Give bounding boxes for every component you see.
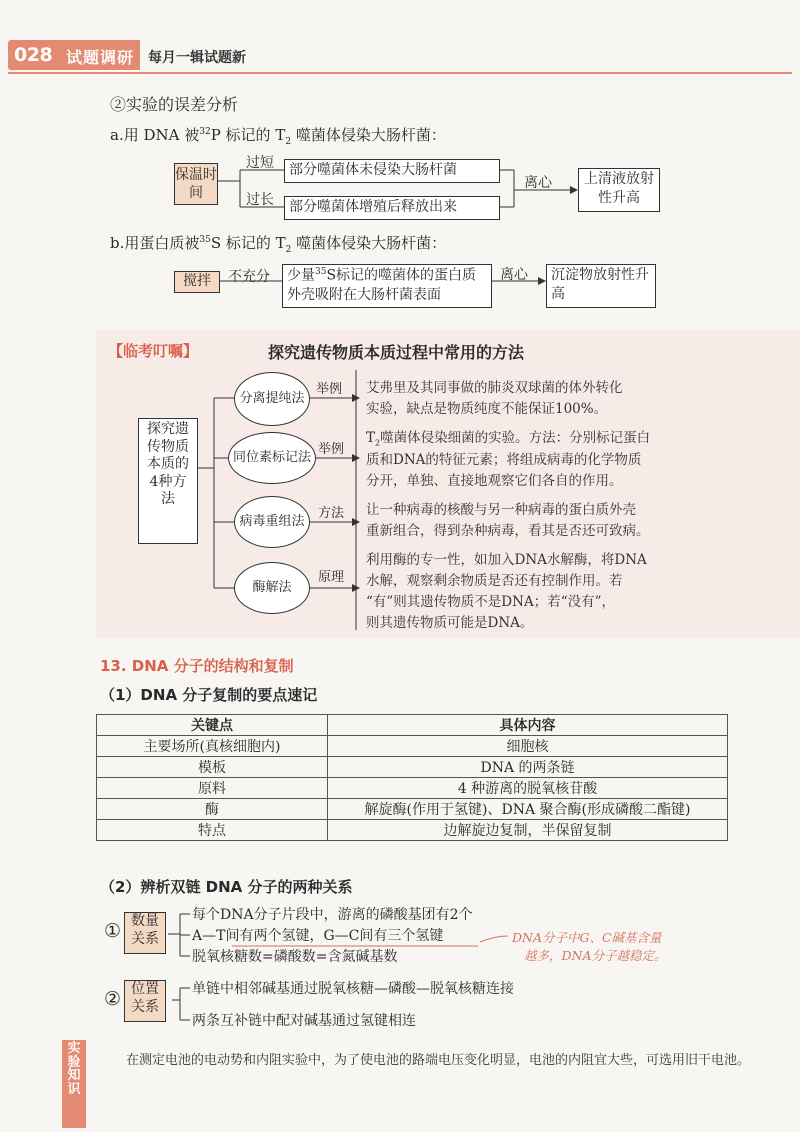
stirring-result-box: 少量$^{35}$S标记的噬菌体的蛋白质外壳吸附在大肠杆菌表面 — [282, 264, 492, 308]
table-cell: 模板 — [97, 757, 328, 778]
rel-label-1: 举例 — [318, 442, 345, 457]
method-desc-3: 利用酶的专一性，如加入DNA水解酶，将DNA 水解，观察剩余物质是否还有控制作用。若 “有”则其遗传物质不是DNA；若“没有”， 则其遗传物质可能是DNA。 — [366, 552, 647, 631]
rel-label-2: 方法 — [318, 506, 345, 521]
stirring-box: 搅拌 — [174, 271, 220, 293]
section-13-title: 13. DNA 分子的结构和复制 — [100, 657, 294, 675]
quantity-line-3: 脱氧核糖数=磷酸数=含氮碱基数 — [192, 949, 398, 965]
quantity-relation-box: 数量关系 — [124, 912, 166, 954]
table-header-row — [97, 715, 728, 736]
table-cell: 解旋酶(作用于氢键)、DNA 聚合酶(形成磷酸二酯键) — [328, 799, 728, 820]
table-cell: 特点 — [97, 820, 328, 841]
table-cell: 主要场所(真核细胞内) — [97, 736, 328, 757]
rel-num-2: ② — [104, 988, 122, 1010]
method-recombination: 病毒重组法 — [234, 496, 310, 548]
supernatant-outcome-box: 上清液放射性升高 — [578, 168, 660, 212]
method-enzymolysis: 酶解法 — [234, 562, 310, 614]
table-row — [97, 799, 728, 820]
tips-title: 探究遗传物质本质过程中常用的方法 — [268, 343, 525, 362]
rel-label-3: 原理 — [318, 570, 345, 585]
tips-root-box: 探究遗传物质本质的4种方法 — [138, 418, 198, 544]
part-a-heading: a.用 DNA 被$^{32}$P 标记的 $T_2$ 噬菌体侵染大肠杆菌： — [110, 126, 446, 147]
header-subtitle: 每月一辑试题新 — [148, 50, 246, 66]
table-cell: DNA 的两条链 — [328, 757, 728, 778]
method-desc-1: $T_2$噬菌体侵染细菌的实验。方法：分别标记蛋白 质和DNA的特征元素；将组成病毒的化学物质 分开，单独、直接地观察它们各自的作用。 — [366, 430, 651, 489]
position-line-1: 单链中相邻碱基通过脱氧核糖—磷酸—脱氧核糖连接 — [192, 981, 514, 997]
method-desc-0: 艾弗里及其同事做的肺炎双球菌的体外转化 实验，缺点是物质纯度不能保证100%。 — [366, 380, 623, 417]
table-row — [97, 820, 728, 841]
section-label: 试题调研 — [66, 48, 135, 67]
table-cell: 原料 — [97, 778, 328, 799]
centrifuge-label-b: 离心 — [500, 267, 528, 283]
table-row — [97, 778, 728, 799]
quantity-line-2: A—T间有两个氢键，G—C间有三个氢键 — [192, 928, 444, 944]
quantity-line-1: 每个DNA分子片段中，游离的磷酸基团有2个 — [192, 907, 473, 923]
method-isotope: 同位素标记法 — [228, 432, 316, 484]
sediment-outcome-box: 沉淀物放射性升高 — [546, 264, 656, 308]
footer-tip-text: 在测定电池的电动势和内阻实验中，为了使电池的路端电压变化明显，电池的内阻宜大些，可选用旧干电池。 — [126, 1053, 751, 1068]
footer-side-label: 实验知识 — [67, 1041, 81, 1097]
page-number: 028 — [14, 44, 53, 66]
insufficient-label: 不充分 — [228, 269, 270, 285]
method-separation: 分离提纯法 — [234, 372, 310, 426]
table-header: 具体内容 — [328, 715, 728, 736]
table-header: 关键点 — [97, 715, 328, 736]
too-long-label: 过长 — [246, 192, 274, 208]
rel-label-0: 举例 — [316, 382, 343, 397]
table-cell: 4 种游离的脱氧核苷酸 — [328, 778, 728, 799]
handwritten-note-2: 越多，DNA分子越稳定。 — [524, 948, 667, 963]
method-desc-2: 让一种病毒的核酸与另一种病毒的蛋白质外壳 重新组合，得到杂种病毒，看其是否还可致病。 — [366, 502, 650, 539]
table-row — [97, 736, 728, 757]
short-result-box: 部分噬菌体未侵染大肠杆菌 — [284, 159, 500, 183]
table-row — [97, 757, 728, 778]
incubation-time-box: 保温时间 — [174, 163, 218, 205]
position-line-2: 两条互补链中配对碱基通过氢键相连 — [192, 1013, 416, 1029]
position-relation-box: 位置关系 — [124, 980, 166, 1022]
table-cell: 酶 — [97, 799, 328, 820]
relationships-subtitle: （2）辨析双链 DNA 分子的两种关系 — [100, 878, 353, 896]
handwritten-note-1: DNA分子中G、C碱基含量 — [512, 930, 662, 945]
table-cell: 细胞核 — [328, 736, 728, 757]
part-b-heading: b.用蛋白质被$^{35}$S 标记的 $T_2$ 噬菌体侵染大肠杆菌： — [110, 234, 447, 255]
centrifuge-label-a: 离心 — [524, 175, 552, 191]
replication-subtitle: （1）DNA 分子复制的要点速记 — [100, 686, 318, 704]
long-result-box: 部分噬菌体增殖后释放出来 — [284, 196, 500, 220]
error-analysis-heading: ②实验的误差分析 — [110, 95, 239, 114]
too-short-label: 过短 — [246, 155, 274, 171]
replication-table — [96, 714, 728, 841]
tips-tag: 【临考叮嘱】 — [108, 342, 199, 360]
table-cell: 边解旋边复制，半保留复制 — [328, 820, 728, 841]
rel-num-1: ① — [104, 920, 122, 942]
